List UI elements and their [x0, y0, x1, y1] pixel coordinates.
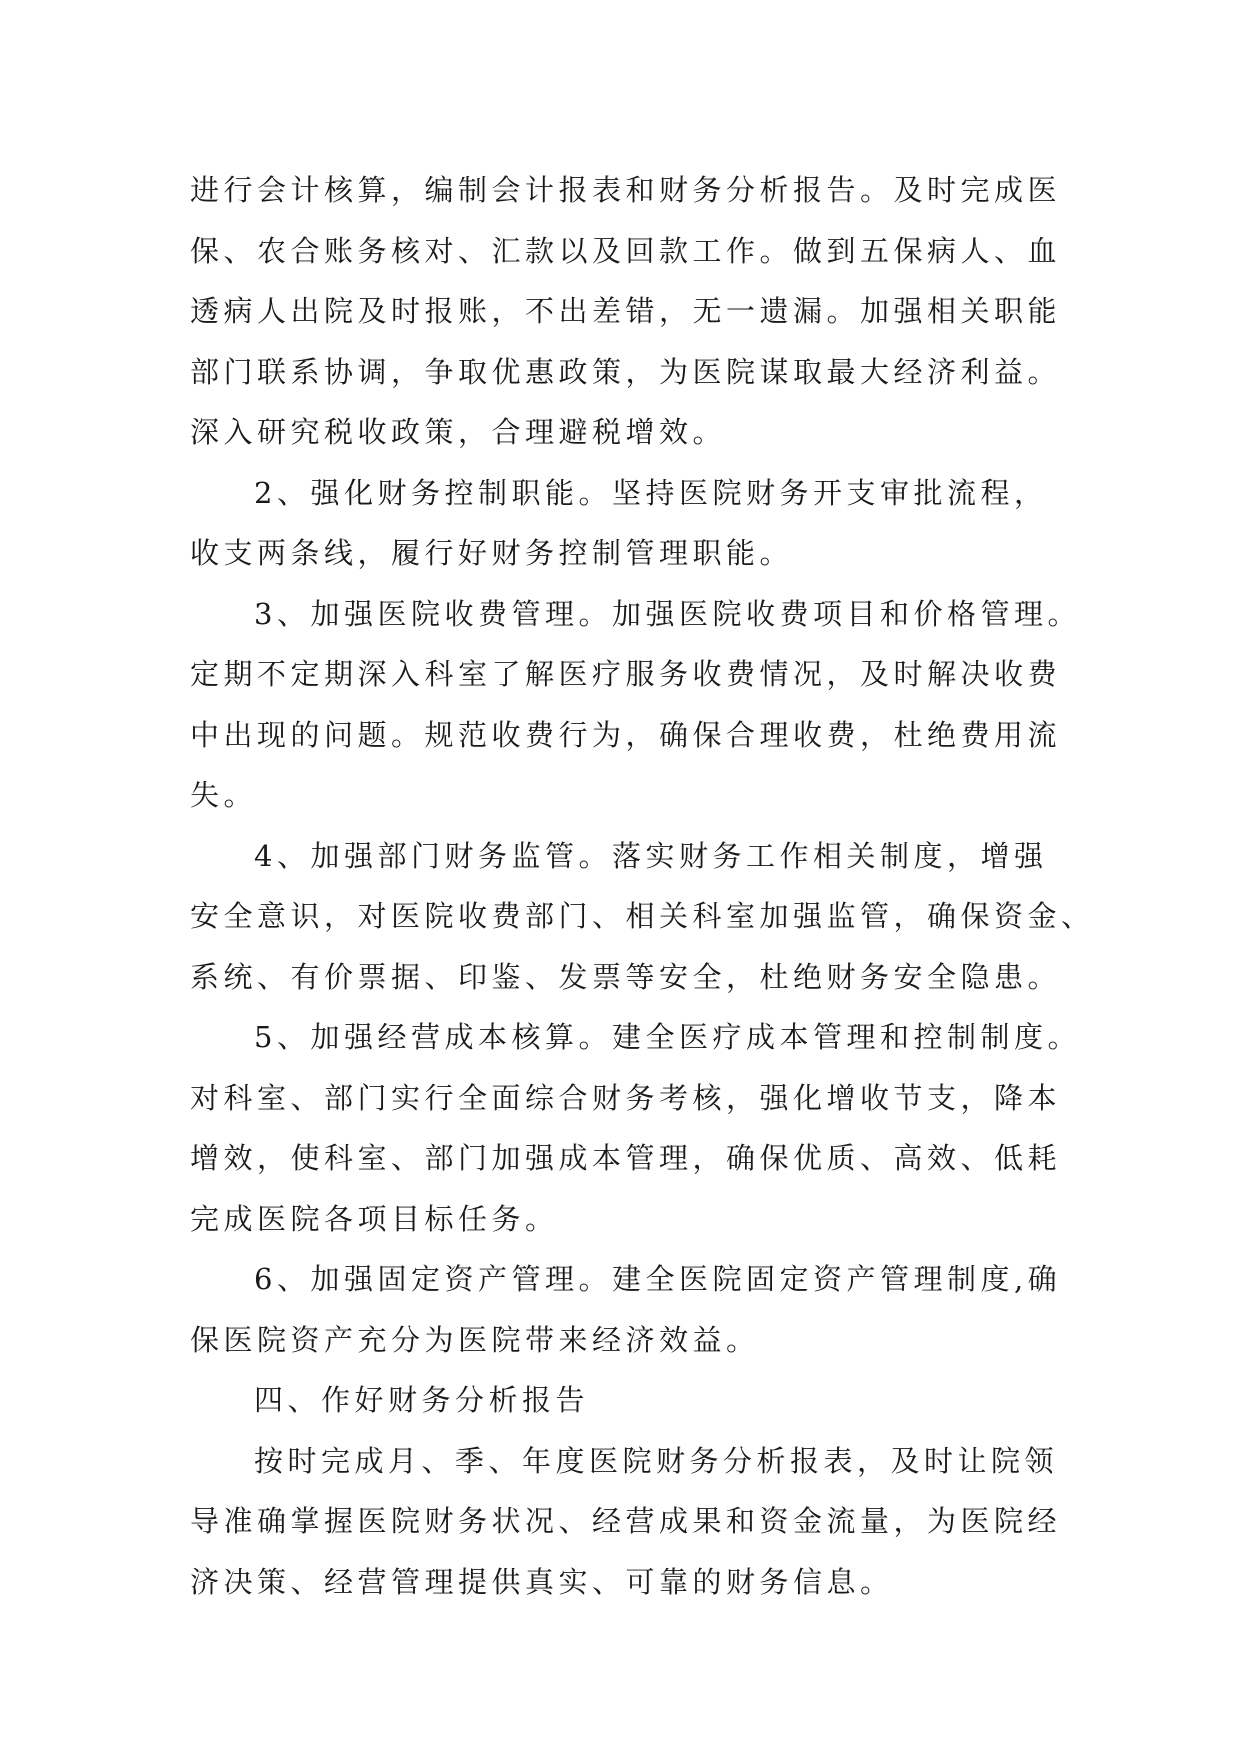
text-line: 系统、有价票据、印鉴、发票等安全，杜绝财务安全隐患。	[190, 959, 1062, 994]
text-line: 透病人出院及时报账，不出差错，无一遗漏。加强相关职能	[190, 294, 1062, 328]
section-4-paragraph-line: 按时完成月、季、年度医院财务分析报表，及时让院领	[254, 1443, 1059, 1478]
text-line: 增效，使科室、部门加强成本管理，确保优质、高效、低耗	[190, 1141, 1062, 1175]
text-line: 济决策、经营管理提供真实、可靠的财务信息。	[190, 1564, 894, 1599]
text-line: 对科室、部门实行全面综合财务考核，强化增收节支，降本	[190, 1080, 1062, 1115]
section-4-heading: 四、作好财务分析报告	[254, 1383, 590, 1417]
paragraph-6-heading-line: 6、加强固定资产管理。建全医院固定资产管理制度,确	[254, 1262, 1062, 1296]
paragraph-4-heading-line: 4、加强部门财务监管。落实财务工作相关制度，增强	[254, 838, 1048, 873]
text-line: 安全意识，对医院收费部门、相关科室加强监管，确保资金、	[190, 899, 1095, 933]
text-line: 导准确掌握医院财务状况、经营成果和资金流量，为医院经	[190, 1504, 1062, 1538]
text-line: 保、农合账务核对、汇款以及回款工作。做到五保病人、血	[190, 233, 1062, 268]
text-line: 部门联系协调，争取优惠政策，为医院谋取最大经济利益。	[190, 354, 1062, 389]
paragraph-2-heading-line: 2、强化财务控制职能。坚持医院财务开支审批流程，	[254, 475, 1048, 510]
text-line: 定期不定期深入科室了解医疗服务收费情况，及时解决收费	[190, 657, 1062, 691]
text-line: 中出现的问题。规范收费行为，确保合理收费，杜绝费用流	[190, 717, 1062, 752]
paragraph-5-heading-line: 5、加强经营成本核算。建全医疗成本管理和控制制度。	[254, 1020, 1081, 1054]
text-line: 保医院资产充分为医院带来经济效益。	[190, 1322, 760, 1357]
document-body	[190, 160, 1095, 1612]
text-line: 深入研究税收政策，合理避税增效。	[190, 415, 727, 449]
text-line: 进行会计核算，编制会计报表和财务分析报告。及时完成医	[190, 173, 1062, 207]
text-line: 收支两条线，履行好财务控制管理职能。	[190, 536, 794, 570]
text-line: 完成医院各项目标任务。	[190, 1201, 559, 1236]
paragraph-3-heading-line: 3、加强医院收费管理。加强医院收费项目和价格管理。	[254, 596, 1081, 631]
text-line: 失。	[190, 778, 258, 812]
